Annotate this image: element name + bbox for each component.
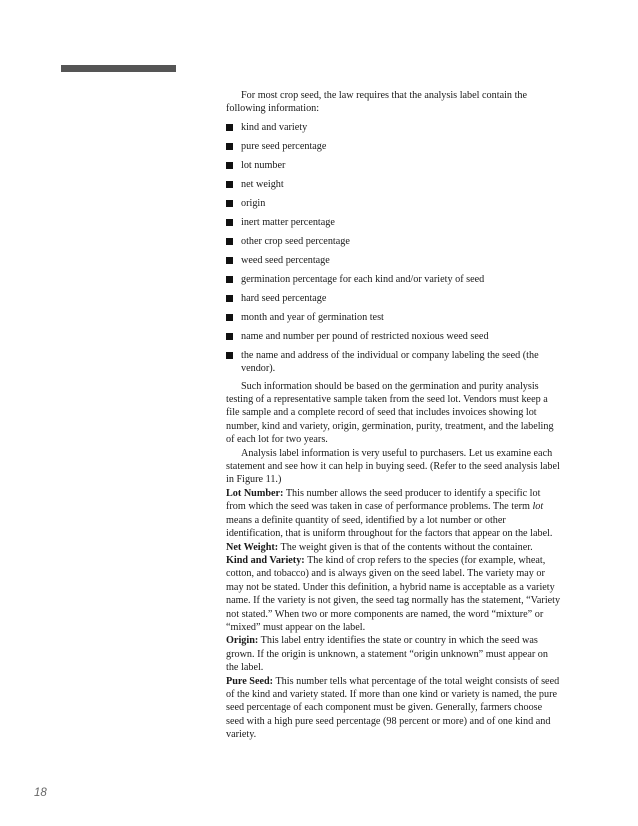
bullet-square-icon bbox=[226, 352, 233, 359]
term-heading: Net Weight: bbox=[226, 541, 279, 553]
bullet-square-icon bbox=[226, 200, 233, 207]
list-item: other crop seed percentage bbox=[226, 235, 561, 248]
list-item: inert matter percentage bbox=[226, 216, 561, 229]
list-item: the name and address of the individual or company labeling the seed (the vendor). bbox=[226, 349, 561, 376]
bullet-square-icon bbox=[226, 181, 233, 188]
list-item: name and number per pound of restricted noxious weed seed bbox=[226, 330, 561, 343]
term-heading: Kind and Variety: bbox=[226, 554, 305, 566]
bullet-square-icon bbox=[226, 162, 233, 169]
header-rule bbox=[61, 65, 176, 72]
bullet-square-icon bbox=[226, 314, 233, 321]
list-item: origin bbox=[226, 197, 561, 210]
bullet-square-icon bbox=[226, 257, 233, 264]
term-heading: Origin: bbox=[226, 635, 259, 647]
page-content bbox=[226, 89, 561, 742]
net-weight-section: Net Weight: The weight given is that of the contents without the container. bbox=[226, 541, 533, 553]
pure-seed-section: Pure Seed: This number tells what percentage of the total weight consists of seed of the kind and variety stated. If more than one kind or variety is named, the pure seed percentage of each component must be given. Generally, farmers choose seed with a high pure seed percentage (98 percent or more) and of one kind and variety. bbox=[226, 675, 560, 741]
list-item: kind and variety bbox=[226, 121, 561, 134]
bullet-square-icon bbox=[226, 238, 233, 245]
bullet-square-icon bbox=[226, 333, 233, 340]
bullet-square-icon bbox=[226, 219, 233, 226]
label-requirements-list bbox=[226, 121, 561, 376]
list-item: hard seed percentage bbox=[226, 292, 561, 305]
page-number: 18 bbox=[34, 787, 47, 799]
list-item: net weight bbox=[226, 178, 561, 191]
list-item: pure seed percentage bbox=[226, 140, 561, 153]
body-paragraph: Such information should be based on the germination and purity analysis testing of a representative sample taken from the seed lot. Vendors must keep a file sample and a complete record of seed that includes invoices showing lot number, kind and variety, origin, germination, purity, treatment, and the labeling of each lot for two years. bbox=[226, 380, 554, 446]
body-paragraph: Analysis label information is very useful to purchasers. Let us examine each statement and see how it can help in buying seed. (Refer to the seed analysis label in Figure 11.) bbox=[226, 447, 560, 486]
list-item: month and year of germination test bbox=[226, 311, 561, 324]
list-item: lot number bbox=[226, 159, 561, 172]
term-heading: Lot Number: bbox=[226, 487, 284, 499]
list-item: weed seed percentage bbox=[226, 254, 561, 267]
term-heading: Pure Seed: bbox=[226, 675, 274, 687]
bullet-square-icon bbox=[226, 143, 233, 150]
bullet-square-icon bbox=[226, 295, 233, 302]
origin-section: Origin: This label entry identifies the state or country in which the seed was grown. If the origin is unknown, a statement “origin unknown” must appear on the label. bbox=[226, 635, 548, 674]
list-item: germination percentage for each kind and/or variety of seed bbox=[226, 273, 561, 286]
bullet-square-icon bbox=[226, 124, 233, 131]
kind-variety-section: Kind and Variety: The kind of crop refers to the species (for example, wheat, cotton, and tobacco) and is always given on the seed label. The variety may or may not be stated. Under this definition, a hybrid name is acceptable as a variety name. If the variety is not given, the seed tag normally has the statement, “Variety not stated.” When two or more components are named, the word “mixture” or “mixed” must appear on the label. bbox=[226, 554, 561, 633]
intro-paragraph: For most crop seed, the law requires that the analysis label contain the following information: bbox=[226, 90, 528, 115]
lot-number-section: Lot Number: This number allows the seed producer to identify a specific lot from which the seed was taken in case of performance problems. The term lot means a definite quantity of seed, identified by a lot number or other identification, that is uniform throughout for the factors that appear on the label. bbox=[226, 487, 553, 540]
bullet-square-icon bbox=[226, 276, 233, 283]
